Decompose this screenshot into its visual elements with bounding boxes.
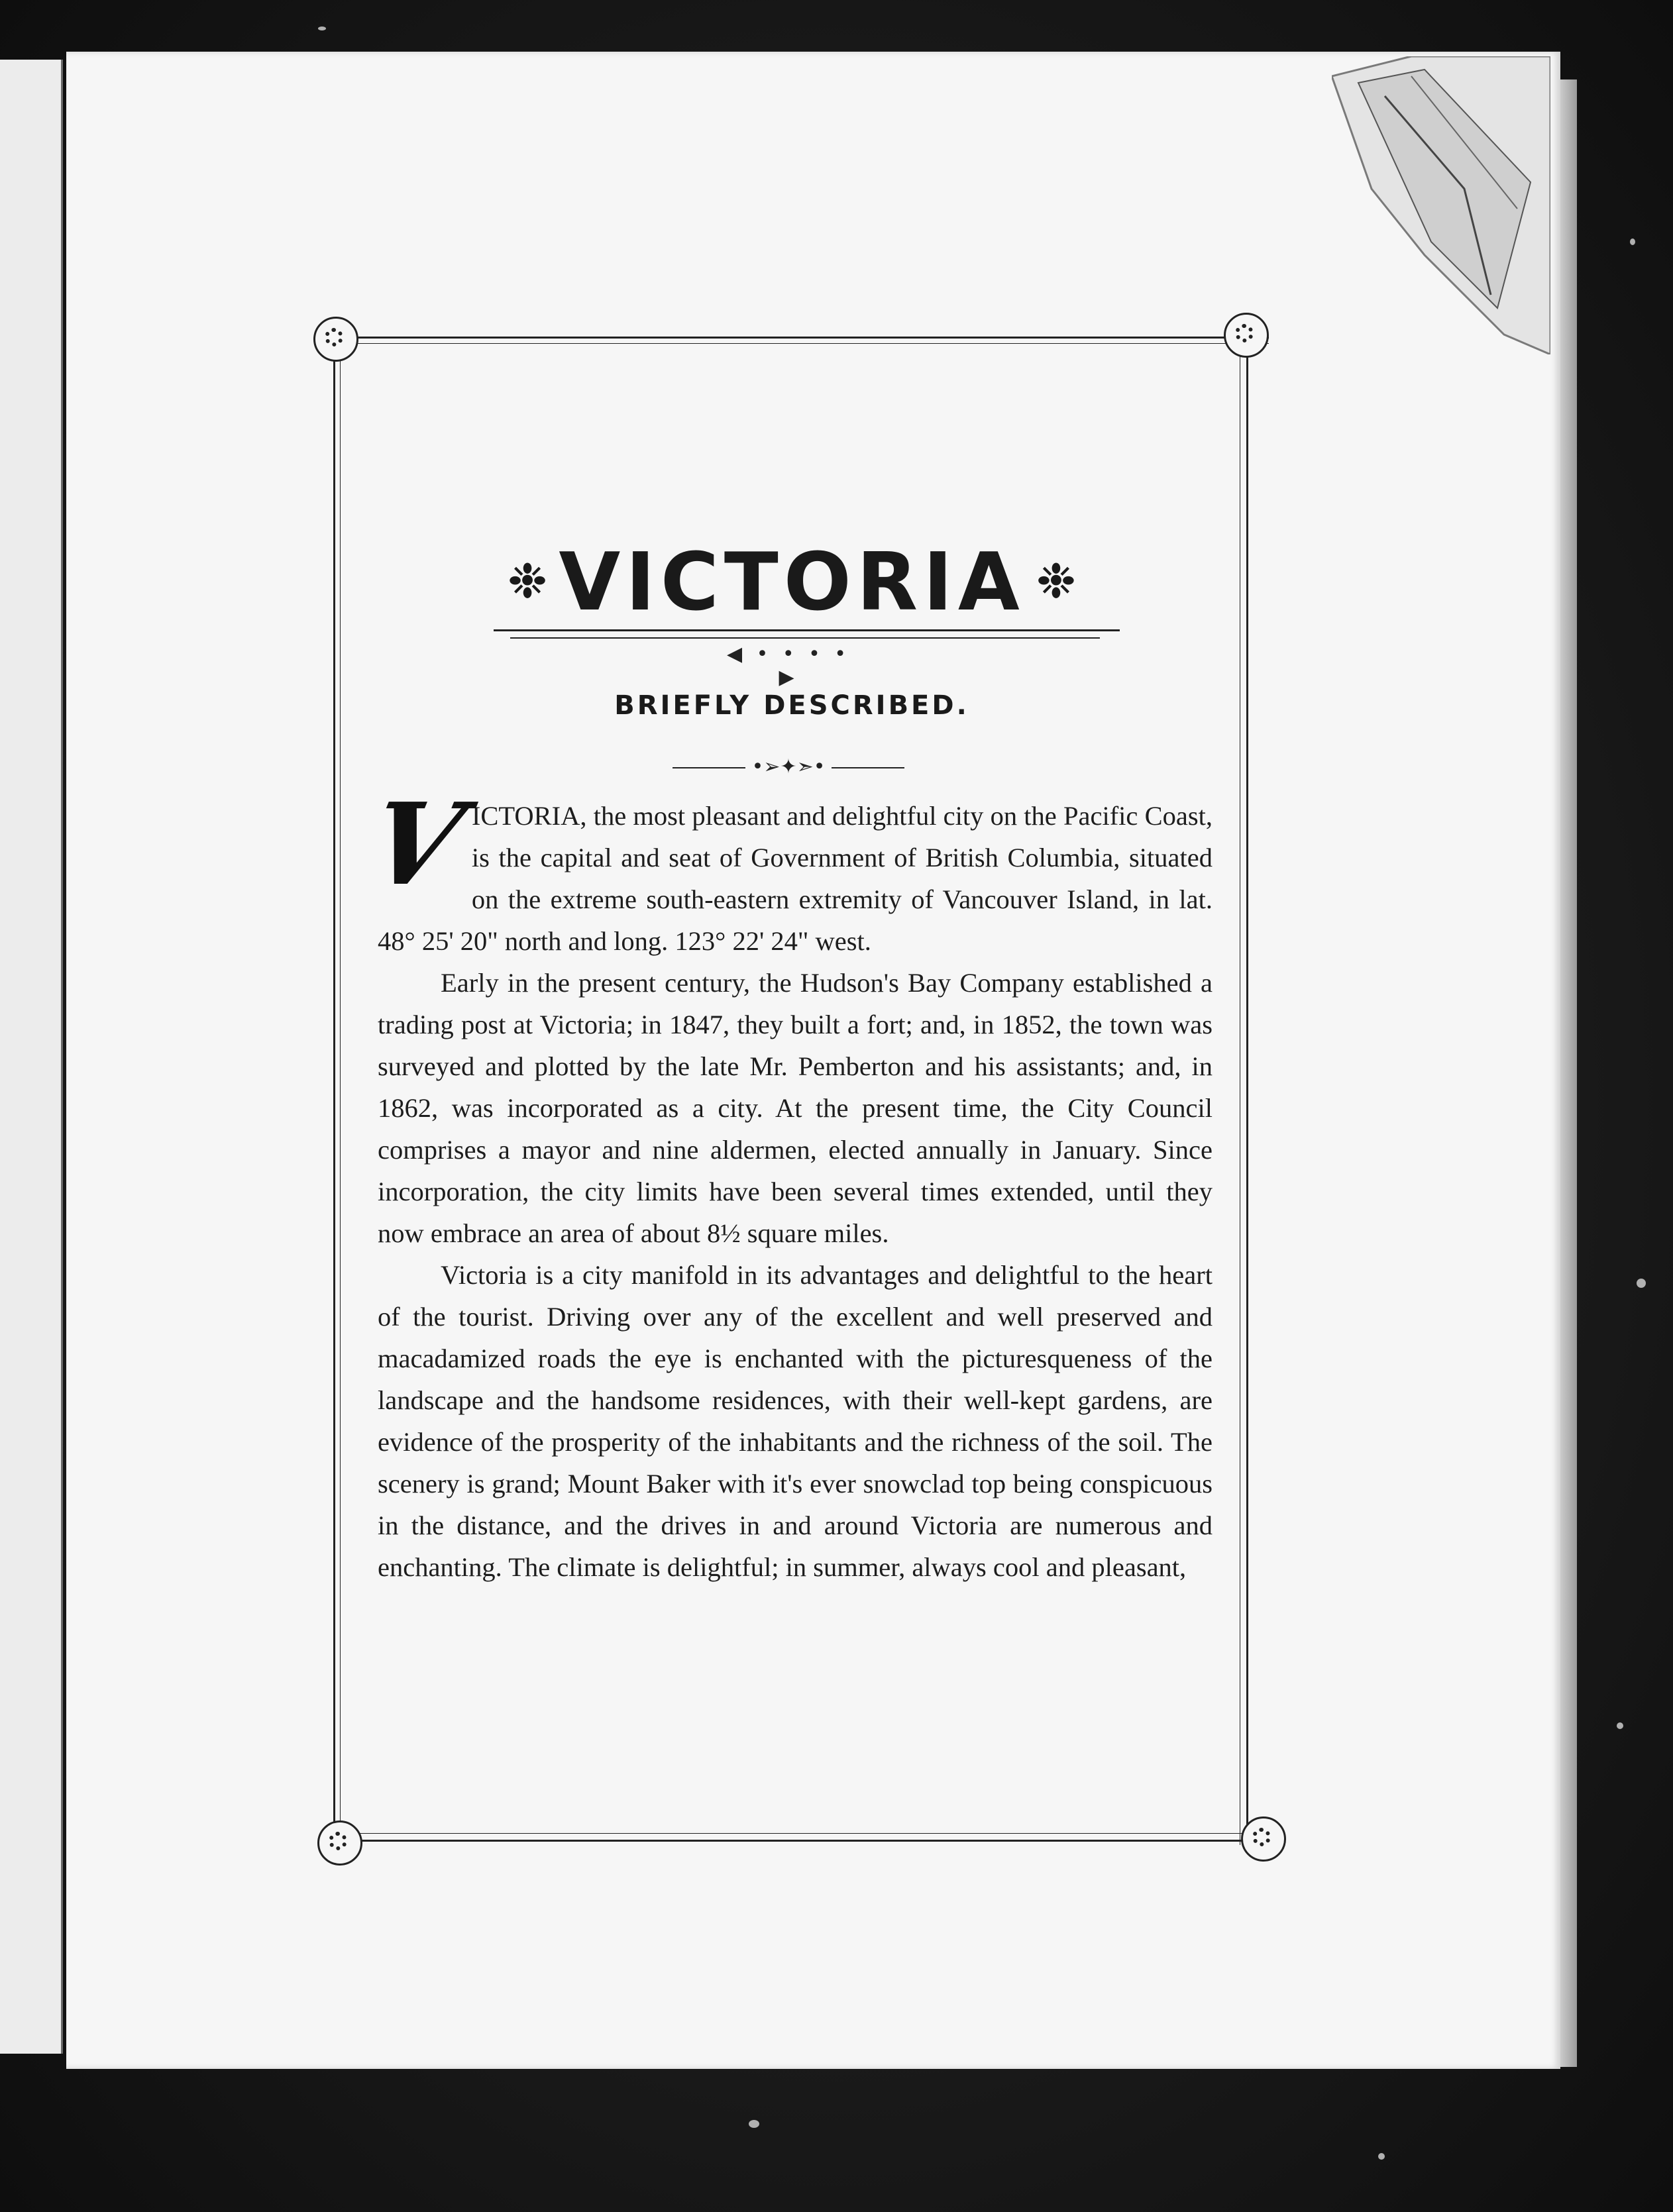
corner-rosette-icon bbox=[1224, 313, 1269, 358]
page-title: VICTORIA bbox=[559, 537, 1025, 629]
section-divider bbox=[663, 755, 914, 778]
frame-right-line bbox=[1246, 344, 1248, 1845]
dust-speck bbox=[1630, 238, 1635, 245]
left-facing-page bbox=[0, 60, 63, 2054]
title-underline-secondary bbox=[510, 637, 1100, 639]
corner-rosette-icon bbox=[1241, 1817, 1286, 1862]
title-flourish-left-icon: ❉ bbox=[507, 553, 548, 609]
torn-corner-fold bbox=[1332, 56, 1550, 354]
title-arrow-ornament: ◀ • • • • ▶ bbox=[727, 643, 850, 689]
body-text bbox=[358, 778, 1213, 1588]
frame-bottom-line bbox=[341, 1840, 1269, 1842]
frame-bottom-line-inner bbox=[341, 1833, 1269, 1834]
paragraph-2: Early in the present century, the Hudson's Bay Company established a trading post at Victoria; in 1847, they built a fort; and, in 1852, the town was surveyed and plotted by the late Mr. Pemberton and his assistants; and, in 1862, was incorporated as a city. At the present time, the City Council comprises a mayor and nine aldermen, elected annually in January. Since incorporation, the city limits have been several times extended, until they now embrace an area of about 8½ square miles. bbox=[378, 968, 1213, 1248]
divider-line-right bbox=[832, 767, 904, 768]
dust-speck bbox=[749, 2120, 759, 2128]
divider-line-left bbox=[673, 767, 745, 768]
frame-left-line-inner bbox=[340, 344, 341, 1845]
paragraph-1 bbox=[358, 778, 1213, 962]
dust-speck bbox=[1378, 2153, 1385, 2160]
dust-speck bbox=[1637, 1279, 1646, 1288]
frame-left-line bbox=[333, 344, 335, 1845]
title-underline bbox=[494, 629, 1120, 631]
frame-top-line-inner bbox=[341, 343, 1269, 344]
subtitle: BRIEFLY DESCRIBED. bbox=[614, 690, 969, 721]
dust-speck bbox=[1617, 1722, 1623, 1729]
divider-ornament-icon: •➢✦➣• bbox=[751, 755, 826, 778]
dust-speck bbox=[318, 26, 326, 30]
drop-cap: V bbox=[358, 778, 474, 911]
corner-rosette-icon bbox=[317, 1820, 362, 1866]
title-block bbox=[424, 537, 1160, 629]
corner-rosette-icon bbox=[313, 317, 358, 362]
title-flourish-right-icon: ❉ bbox=[1036, 553, 1077, 609]
paragraph-1-text: ICTORIA, the most pleasant and delightful city on the Pacific Coast, is the capital and seat of Government of British Columbia, situated on the extreme south-eastern extremity of Vancouver Island, in lat. 48° 25' 20" north and long. 123° 22' 24" west. bbox=[378, 801, 1213, 956]
paragraph-3: Victoria is a city manifold in its advantages and delightful to the heart of the tourist. Driving over any of the excellent and well preserved and macadamized roads the eye is enchanted with the picturesqueness of the landscape and the handsome residences, with their well-kept gardens, are evidence of the prosperity of the inhabitants and the richness of the soil. The scenery is grand; Mount Baker with it's ever snowclad top being conspicuous in the distance, and the drives in and around Victoria are numerous and enchanting. The climate is delightful; in summer, always cool and pleasant, bbox=[378, 1260, 1213, 1582]
frame-top-line bbox=[341, 337, 1269, 339]
